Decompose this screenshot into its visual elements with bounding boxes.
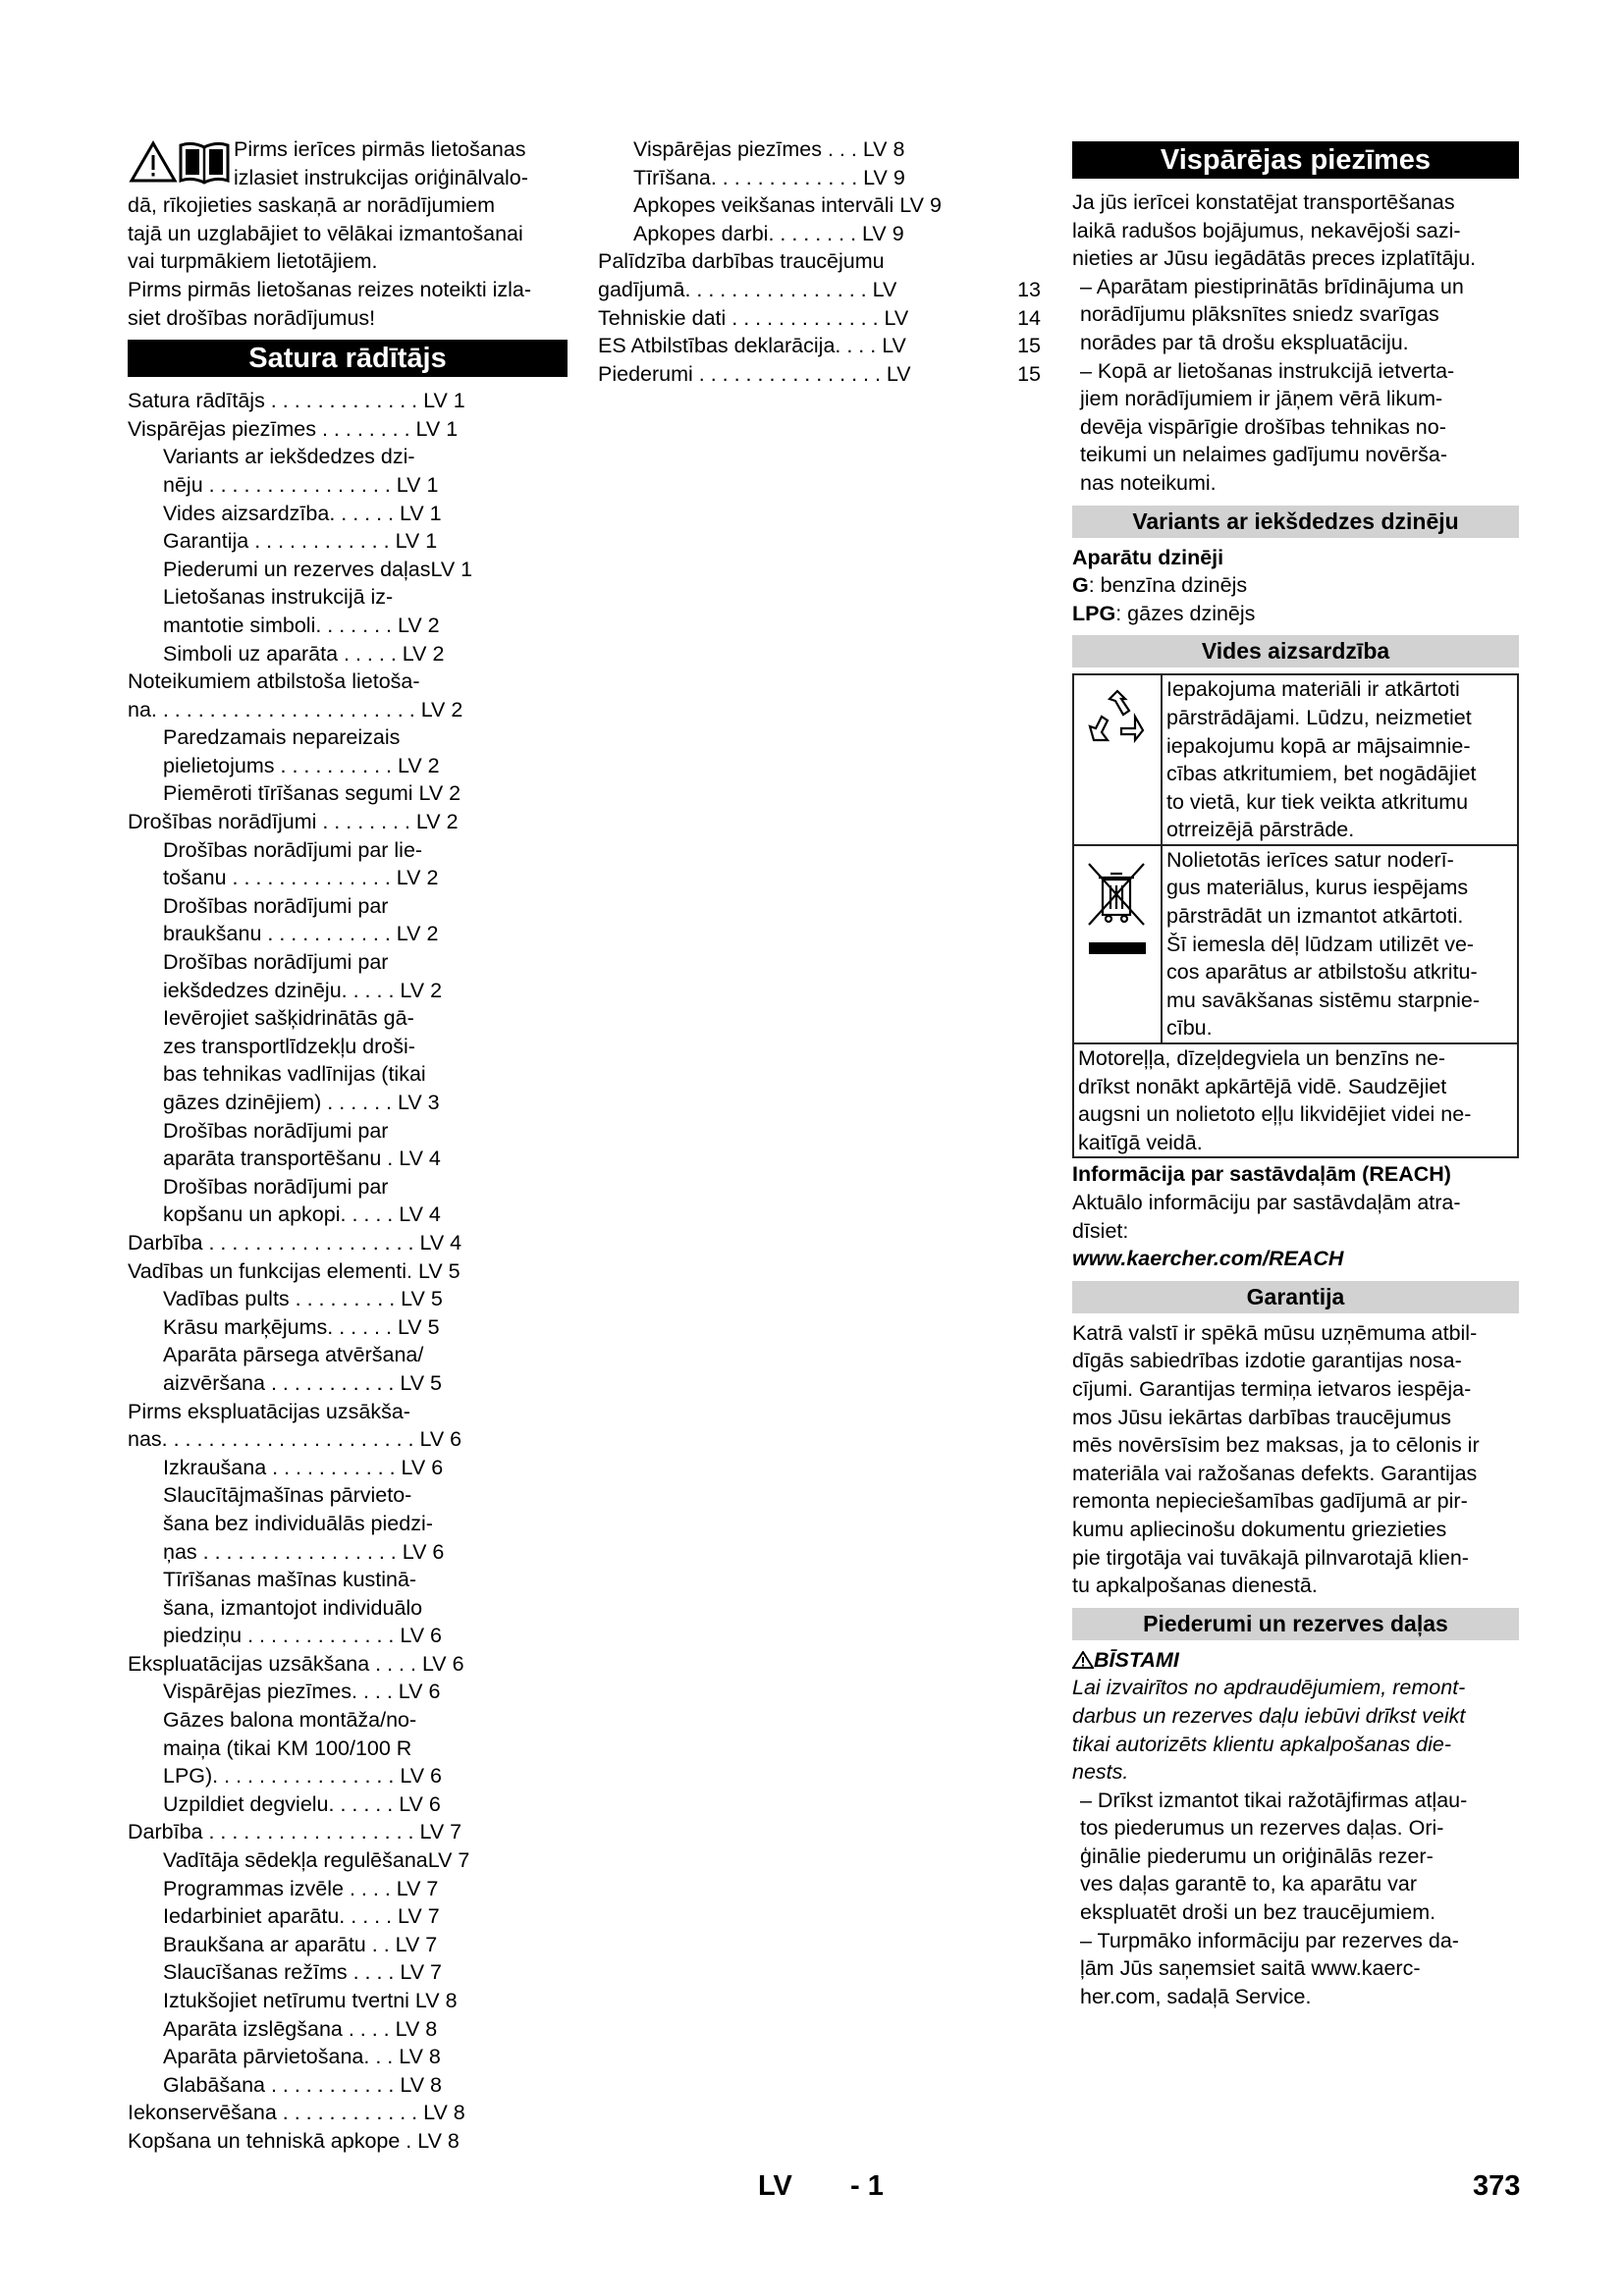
toc-entry[interactable]: nēju . . . . . . . . . . . . . . . . LV 1 [163, 472, 439, 497]
accessories-bullet-item [1072, 1787, 1519, 1927]
engine-g-label: G [1072, 573, 1089, 598]
env-row1-line: Iepakojuma materiāli ir atkārtoti [1166, 677, 1460, 702]
toc-entry[interactable]: Lietošanas instrukcijā iz- [163, 585, 394, 610]
engine-g-text: : benzīna dzinējs [1088, 573, 1248, 598]
toc-entry[interactable]: Programmas izvēle . . . . LV 7 [163, 1876, 439, 1900]
danger-label-text: BĪSTAMI [1094, 1647, 1179, 1672]
toc-entry[interactable]: iekšdedzes dzinēju. . . . . LV 2 [163, 978, 443, 1002]
toc-entry[interactable]: Iekonservēšana . . . . . . . . . . . . LV 8 [128, 2101, 465, 2125]
toc-entry[interactable]: gāzes dzinējiem) . . . . . . LV 3 [163, 1091, 440, 1114]
toc-entry[interactable]: Aparāta pārvietošana. . . LV 8 [163, 2045, 441, 2069]
general-heading: Vispārējas piezīmes [1072, 141, 1519, 179]
env-row1-line: iepakojumu kopā ar mājsaimnie- [1166, 733, 1471, 758]
general-bullet-line: nas noteikumi. [1080, 470, 1217, 495]
toc-entry[interactable]: Darbība . . . . . . . . . . . . . . . . . . LV 7 [128, 1820, 462, 1844]
toc-entry[interactable]: bas tehnikas vadlīnijas (tikai [163, 1062, 426, 1087]
intro-line: siet drošības norādījumus! [128, 305, 376, 330]
engines-subhead: Aparātu dzinēji [1072, 545, 1224, 569]
intro-line: vai turpmākiem lietotājiem. [128, 249, 378, 274]
reach-line: Aktuālo informāciju par sastāvdaļām atra- [1072, 1191, 1461, 1214]
general-bullet-item [1072, 273, 1519, 357]
danger-label [1072, 1646, 1519, 1675]
toc-entry[interactable]: pielietojums . . . . . . . . . . LV 2 [163, 753, 440, 777]
env-row2-line: cību. [1166, 1016, 1213, 1041]
toc-entry[interactable]: gadījumā. . . . . . . . . . . . . . . . LV [598, 277, 897, 301]
accessories-bullet-line: ves daļas garantē to, ka aparātu var [1080, 1872, 1418, 1896]
engine-g [1072, 571, 1519, 600]
toc-entry-page [984, 191, 1041, 220]
intro-line: Pirms pirmās lietošanas reizes noteikti izla- [128, 277, 532, 301]
footer-page-number: 373 [1473, 2170, 1521, 2202]
toc-entry[interactable]: Darbība . . . . . . . . . . . . . . . . . . LV 4 [128, 1230, 462, 1255]
toc-entry[interactable]: tošanu . . . . . . . . . . . . . . LV 2 [163, 866, 439, 890]
accessories-bullet-line: her.com, sadaļā Service. [1080, 1984, 1312, 2008]
env-row2-line: gus materiālus, kurus iespējams [1166, 876, 1469, 900]
general-bullet-line: jiem norādījumiem ir jāņem vērā likum- [1080, 387, 1443, 411]
toc-entry-page [984, 135, 1041, 164]
column-middle [598, 135, 1041, 388]
engine-lpg-label: LPG [1072, 601, 1116, 625]
toc-entry[interactable]: Garantija . . . . . . . . . . . . LV 1 [163, 529, 438, 554]
column-right [1072, 135, 1519, 2010]
warranty-heading: Garantija [1072, 1281, 1519, 1313]
toc-entry[interactable]: Ievērojiet sašķidrinātās gā- [163, 1006, 414, 1031]
toc-entry[interactable]: nas. . . . . . . . . . . . . . . . . . . . . . LV 6 [128, 1427, 462, 1452]
env-row2-line: Šī iemesla dēļ lūdzam utilizēt ve- [1166, 932, 1475, 956]
toc-entry[interactable]: Drošības norādījumi par [163, 893, 389, 918]
toc-entry-page: 14 [1017, 305, 1041, 330]
env-row2-line: Nolietotās ierīces satur noderī- [1166, 847, 1454, 872]
reach-heading: Informācija par sastāvdaļām (REACH) [1072, 1162, 1451, 1187]
accessories-bullet-line: – Drīkst izmantot tikai ražotājfirmas atļau- [1080, 1788, 1468, 1812]
toc-entry-page: 15 [1017, 334, 1041, 358]
danger-line: tikai autorizēts klientu apkalpošanas die- [1072, 1732, 1452, 1756]
toc-entry[interactable]: Drošības norādījumi . . . . . . . . LV 2 [128, 810, 459, 834]
intro-line: tajā un uzglabājiet to vēlākai izmantošanai [128, 221, 523, 245]
env-row2-line: mu savākšanas sistēmu starpnie- [1166, 988, 1481, 1012]
crossed-bin-icon [1083, 858, 1152, 976]
toc-entry[interactable]: Simboli uz aparāta . . . . . LV 2 [163, 641, 445, 666]
accessories-bullet-line: tos piederumus un rezerves daļas. Ori- [1080, 1816, 1444, 1841]
accessories-heading: Piederumi un rezerves daļas [1072, 1608, 1519, 1640]
toc-entry[interactable]: Piemēroti tīrīšanas segumi LV 2 [163, 781, 461, 806]
toc-list-left [128, 387, 568, 2155]
danger-text [1072, 1674, 1519, 1786]
toc-entry[interactable]: na. . . . . . . . . . . . . . . . . . . . . . . LV 2 [128, 697, 463, 721]
toc-entry[interactable]: Apkopes darbi. . . . . . . . LV 9 [633, 221, 904, 245]
general-bullet-item [1072, 357, 1519, 498]
footer-page-ref: - 1 [850, 2170, 884, 2202]
env-row2-text [1163, 846, 1517, 1042]
toc-entry[interactable]: Kopšana un tehniskā apkope . LV 8 [128, 2128, 460, 2153]
toc-entry[interactable]: Aparāta izslēgšana . . . . LV 8 [163, 2016, 438, 2041]
toc-entry[interactable]: Drošības norādījumi par [163, 1118, 389, 1143]
toc-entry[interactable]: Apkopes veikšanas intervāli LV 9 [633, 193, 942, 218]
toc-entry-page: 13 [1017, 277, 1041, 301]
recycle-icon-cell [1074, 675, 1163, 844]
general-bullet-line: norādījumu plāksnītes sniedz svarīgas [1080, 302, 1439, 327]
general-bullet-line: – Aparātam piestiprinātās brīdinājuma un [1080, 274, 1464, 298]
warranty-line: dīgās sabiedrības izdotie garantijas nosa- [1072, 1349, 1462, 1373]
engine-lpg-text: : gāzes dzinējs [1115, 601, 1256, 625]
env-row3-line: kaitīgā veidā. [1078, 1130, 1203, 1154]
env-row1-text [1163, 675, 1517, 844]
toc-entry[interactable]: Palīdzība darbības traucējumu [598, 249, 885, 274]
engine-variant-heading: Variants ar iekšdedzes dzinēju [1072, 506, 1519, 538]
toc-entry[interactable]: Drošības norādījumi par lie- [163, 837, 423, 862]
toc-entry[interactable]: Noteikumiem atbilstoša lietoša- [128, 669, 420, 694]
accessories-bullet-line: ļām Jūs saņemsiet saitā www.kaerc- [1080, 1956, 1421, 1981]
env-row1-line: to vietā, kur tiek veikta atkritumu [1166, 789, 1469, 814]
toc-entry[interactable]: Krāsu marķējums. . . . . . LV 5 [163, 1314, 440, 1339]
toc-entry[interactable]: aizvēršana . . . . . . . . . . . LV 5 [163, 1370, 442, 1395]
general-bullet-line: devēja vispārīgie drošības tehnikas no- [1080, 414, 1446, 439]
toc-entry[interactable]: Piederumi . . . . . . . . . . . . . . . . LV [598, 361, 911, 386]
footer-lang: LV [758, 2170, 792, 2202]
toc-list-right [598, 135, 1041, 388]
toc-entry[interactable]: šana, izmantojot individuālo [163, 1595, 423, 1620]
accessories-bullets [1072, 1787, 1519, 2011]
danger-line: Lai izvairītos no apdraudējumiem, remont- [1072, 1676, 1466, 1700]
env-row3-line: Motoreļļa, dīzeļdegviela un benzīns ne- [1078, 1046, 1446, 1071]
warranty-line: remonta nepieciešamības gadījumā ar pir- [1072, 1489, 1468, 1514]
env-row-oil [1074, 1044, 1517, 1156]
toc-entry[interactable]: Variants ar iekšdedzes dzi- [163, 445, 415, 469]
toc-entry[interactable]: Vadības un funkcijas elementi. LV 5 [128, 1258, 460, 1283]
env-row1-line: otrreizējā pārstrāde. [1166, 818, 1355, 842]
intro-line: dā, rīkojieties saskaņā ar norādījumiem [128, 193, 496, 218]
warranty-line: materiāla vai ražošanas defekts. Garantijas [1072, 1461, 1478, 1485]
warranty-line: Katrā valstī ir spēkā mūsu uzņēmuma atbil- [1072, 1320, 1478, 1345]
toc-entry[interactable]: braukšanu . . . . . . . . . . . LV 2 [163, 922, 439, 946]
toc-entry[interactable]: Vispārējas piezīmes . . . . . . . . LV 1 [128, 416, 459, 441]
env-row-weee [1074, 846, 1517, 1044]
intro-line: Pirms ierīces pirmās lietošanas [234, 137, 526, 161]
toc-entry-page [984, 164, 1041, 192]
danger-line: darbus un rezerves daļu iebūvi drīkst veikt [1072, 1703, 1466, 1728]
env-row3-text [1074, 1044, 1475, 1156]
toc-entry[interactable]: ņas . . . . . . . . . . . . . . . . . LV 6 [163, 1539, 445, 1564]
warranty-line: pie tirgotāja vai tuvākajā pilnvarotajā klien- [1072, 1545, 1469, 1570]
env-row1-line: cības atkritumiem, bet nogādājiet [1166, 762, 1477, 786]
toc-entry[interactable]: Paredzamais nepareizais [163, 725, 401, 750]
intro-line: izlasiet instrukcijas oriģinālvalo- [234, 165, 528, 189]
general-bullet-line: norādes par tā drošu ekspluatāciju. [1080, 330, 1409, 354]
toc-entry[interactable]: Izkraušana . . . . . . . . . . . LV 6 [163, 1455, 444, 1479]
toc-entry[interactable]: Tīrīšana. . . . . . . . . . . . . LV 9 [633, 165, 905, 189]
env-row3-line: augsni un nolietoto eļļu likvidējiet videi ne- [1078, 1102, 1472, 1127]
env-row3-line: drīkst nonākt apkārtējā vidē. Saudzējiet [1078, 1074, 1447, 1098]
toc-entry[interactable]: Iztukšojiet netīrumu tvertni LV 8 [163, 1989, 458, 2012]
env-row1-line: pārstrādājami. Lūdzu, neizmetiet [1166, 705, 1472, 729]
environment-table [1072, 673, 1519, 1158]
toc-entry[interactable]: Gāzes balona montāža/no- [163, 1708, 417, 1733]
toc-entry[interactable]: Uzpildiet degvielu. . . . . . LV 6 [163, 1791, 441, 1816]
general-para-line: nieties ar Jūsu iegādātās preces izplatītāju. [1072, 246, 1477, 271]
warranty-line: kumu apliecinošu dokumentu griezieties [1072, 1517, 1447, 1541]
toc-entry[interactable]: Slaucītājmašīnas pārvieto- [163, 1483, 412, 1508]
danger-line: nests. [1072, 1760, 1129, 1785]
toc-entry[interactable]: aparāta transportēšanu . LV 4 [163, 1147, 441, 1171]
warranty-line: mos Jūsu iekārtas darbības traucējumus [1072, 1405, 1451, 1429]
accessories-bullet-line: – Turpmāko informāciju par rezerves da- [1080, 1928, 1459, 1952]
warranty-line: tu apkalpošanas dienestā. [1072, 1574, 1318, 1598]
warranty-line: mēs novērsīsim bez maksas, ja to cēlonis ir [1072, 1433, 1480, 1458]
toc-entry[interactable]: Vispārējas piezīmes . . . LV 8 [633, 137, 905, 161]
warning-manual-icon [128, 137, 234, 185]
weee-icon-cell [1074, 846, 1163, 1042]
toc-entry[interactable]: Vides aizsardzība. . . . . . LV 1 [163, 501, 442, 525]
toc-entry[interactable]: Tehniskie dati . . . . . . . . . . . . . LV [598, 305, 909, 330]
environment-heading: Vides aizsardzība [1072, 635, 1519, 667]
toc-entry[interactable]: Vispārējas piezīmes. . . . LV 6 [163, 1680, 441, 1704]
toc-entry[interactable]: Ekspluatācijas uzsākšana . . . . LV 6 [128, 1651, 464, 1676]
column-left [128, 135, 568, 2156]
toc-entry[interactable]: Pirms ekspluatācijas uzsākša- [128, 1399, 410, 1423]
warning-triangle-icon [1072, 1651, 1094, 1669]
general-bullets [1072, 273, 1519, 498]
warranty-line: cījumi. Garantijas termiņa ietvaros iespēja- [1072, 1376, 1472, 1401]
toc-entry[interactable]: Aparāta pārsega atvēršana/ [163, 1343, 424, 1367]
toc-entry[interactable]: ES Atbilstības deklarācija. . . . LV [598, 334, 906, 358]
toc-entry[interactable]: maiņa (tikai KM 100/100 R [163, 1735, 412, 1760]
env-row2-line: pārstrādāt un izmantot atkārtoti. [1166, 904, 1464, 929]
toc-entry[interactable]: Braukšana ar aparātu . . LV 7 [163, 1932, 438, 1956]
general-bullet-line: teikumi un nelaimes gadījumu novērša- [1080, 443, 1448, 467]
toc-entry-page [984, 247, 1041, 276]
general-bullet-line: – Kopā ar lietošanas instrukcijā ietverta- [1080, 358, 1455, 383]
toc-entry[interactable]: Piederumi un rezerves daļasLV 1 [163, 557, 473, 581]
toc-entry[interactable]: zes transportlīdzekļu droši- [163, 1034, 415, 1058]
toc-entry[interactable]: Vadītāja sēdekļa regulēšanaLV 7 [163, 1848, 470, 1873]
accessories-bullet-item [1072, 1927, 1519, 2011]
reach-text [1072, 1189, 1519, 1245]
toc-entry[interactable]: Slaucīšanas režīms . . . . LV 7 [163, 1960, 442, 1985]
toc-entry[interactable]: kopšanu un apkopi. . . . . LV 4 [163, 1202, 441, 1227]
toc-entry[interactable]: mantotie simboli. . . . . . . LV 2 [163, 613, 440, 637]
env-row-packaging [1074, 675, 1517, 846]
general-para-line: laikā radušos bojājumus, nekavējoši sazi- [1072, 218, 1461, 242]
general-paragraph [1072, 188, 1519, 273]
warranty-text [1072, 1319, 1519, 1600]
toc-entry[interactable]: šana bez individuālās piedzi- [163, 1511, 433, 1535]
toc-entry[interactable]: Vadības pults . . . . . . . . . LV 5 [163, 1287, 443, 1311]
toc-heading: Satura rādītājs [128, 340, 568, 377]
recycle-icon [1086, 687, 1149, 750]
reach-line: dīsiet: [1072, 1218, 1129, 1243]
env-row2-line: cos aparātus ar atbilstošu atkritu- [1166, 960, 1478, 985]
toc-entry[interactable]: Drošības norādījumi par [163, 1174, 389, 1199]
accessories-bullet-line: ekspluatēt droši un bez traucējumiem. [1080, 1900, 1436, 1925]
intro-notice [128, 135, 568, 332]
accessories-bullet-line: ģinālie piederumu un oriģinālās rezer- [1080, 1843, 1434, 1868]
toc-entry[interactable]: Tīrīšanas mašīnas kustinā- [163, 1568, 417, 1592]
toc-entry-page: 15 [1017, 361, 1041, 386]
reach-link[interactable]: www.kaercher.com/REACH [1072, 1247, 1344, 1271]
toc-entry[interactable]: Drošības norādījumi par [163, 950, 389, 975]
toc-entry-page [984, 220, 1041, 248]
toc-entry[interactable]: Iedarbiniet aparātu. . . . . LV 7 [163, 1904, 440, 1929]
engine-lpg [1072, 600, 1519, 628]
general-para-line: Ja jūs ierīcei konstatējat transportēšanas [1072, 190, 1455, 214]
toc-entry[interactable]: LPG). . . . . . . . . . . . . . . . LV 6 [163, 1764, 442, 1789]
toc-entry[interactable]: Glabāšana . . . . . . . . . . . LV 8 [163, 2072, 443, 2097]
toc-entry[interactable]: piedziņu . . . . . . . . . . . . . LV 6 [163, 1624, 443, 1648]
toc-entry[interactable]: Satura rādītājs . . . . . . . . . . . . . LV 1 [128, 389, 465, 413]
